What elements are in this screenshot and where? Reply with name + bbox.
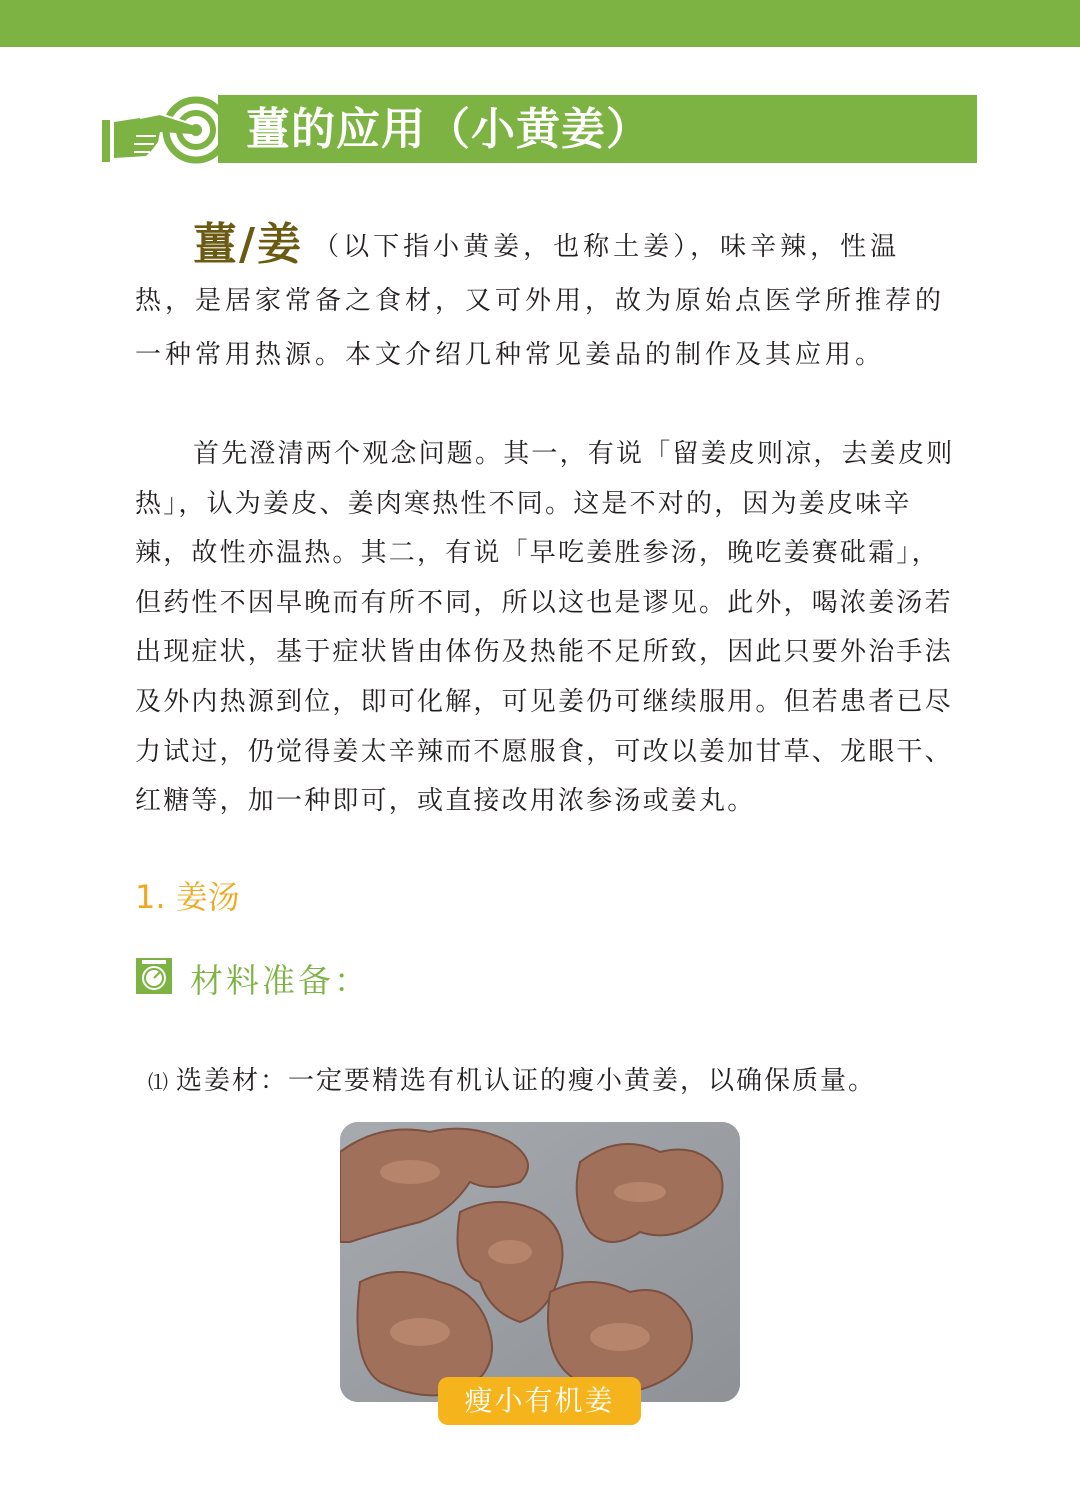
materials-heading: 材料准备：: [190, 961, 370, 1000]
intro-text: （以下指小黄姜，也称土姜），味辛辣，性温热，是居家常备之食材，又可外用，故为原始点医学所推荐的一种常用热源。本文介绍几种常见姜品的制作及其应用。: [135, 232, 946, 370]
pointing-hand-target-icon: [100, 92, 232, 168]
section-heading: 1. 姜汤: [135, 878, 240, 916]
step-number: ⑴: [148, 1070, 170, 1094]
intro-term: 薑/姜: [193, 219, 304, 270]
body-paragraph: 首先澄清两个观念问题。其一，有说「留姜皮则凉，去姜皮则热」，认为姜皮、姜肉寒热性不同。这是不对的，因为姜皮味辛辣，故性亦温热。其二，有说「早吃姜胜参汤，晚吃姜赛砒霜」，但药性不因早晚而有所不同，所以这也是谬见。此外，喝浓姜汤若出现症状，基于症状皆由体伤及热能不足所致，因此只要外治手法及外内热源到位，即可化解，可见姜仍可继续服用。但若患者已尽力试过，仍觉得姜太辛辣而不愿服食，可改以姜加甘草、龙眼干、红糖等，加一种即可，或直接改用浓参汤或姜丸。: [135, 439, 955, 817]
photo-caption: 瘦小有机姜: [438, 1377, 641, 1425]
step-text: 选姜材：一定要精选有机认证的瘦小黄姜，以确保质量。: [176, 1066, 877, 1096]
ginger-photo: [340, 1122, 740, 1402]
intro-paragraph: [135, 218, 955, 382]
kitchen-scale-icon: [132, 954, 176, 998]
page-title: 薑的应用（小黄姜）: [246, 104, 651, 155]
top-banner: [0, 0, 1080, 47]
step-item: [148, 1060, 876, 1097]
